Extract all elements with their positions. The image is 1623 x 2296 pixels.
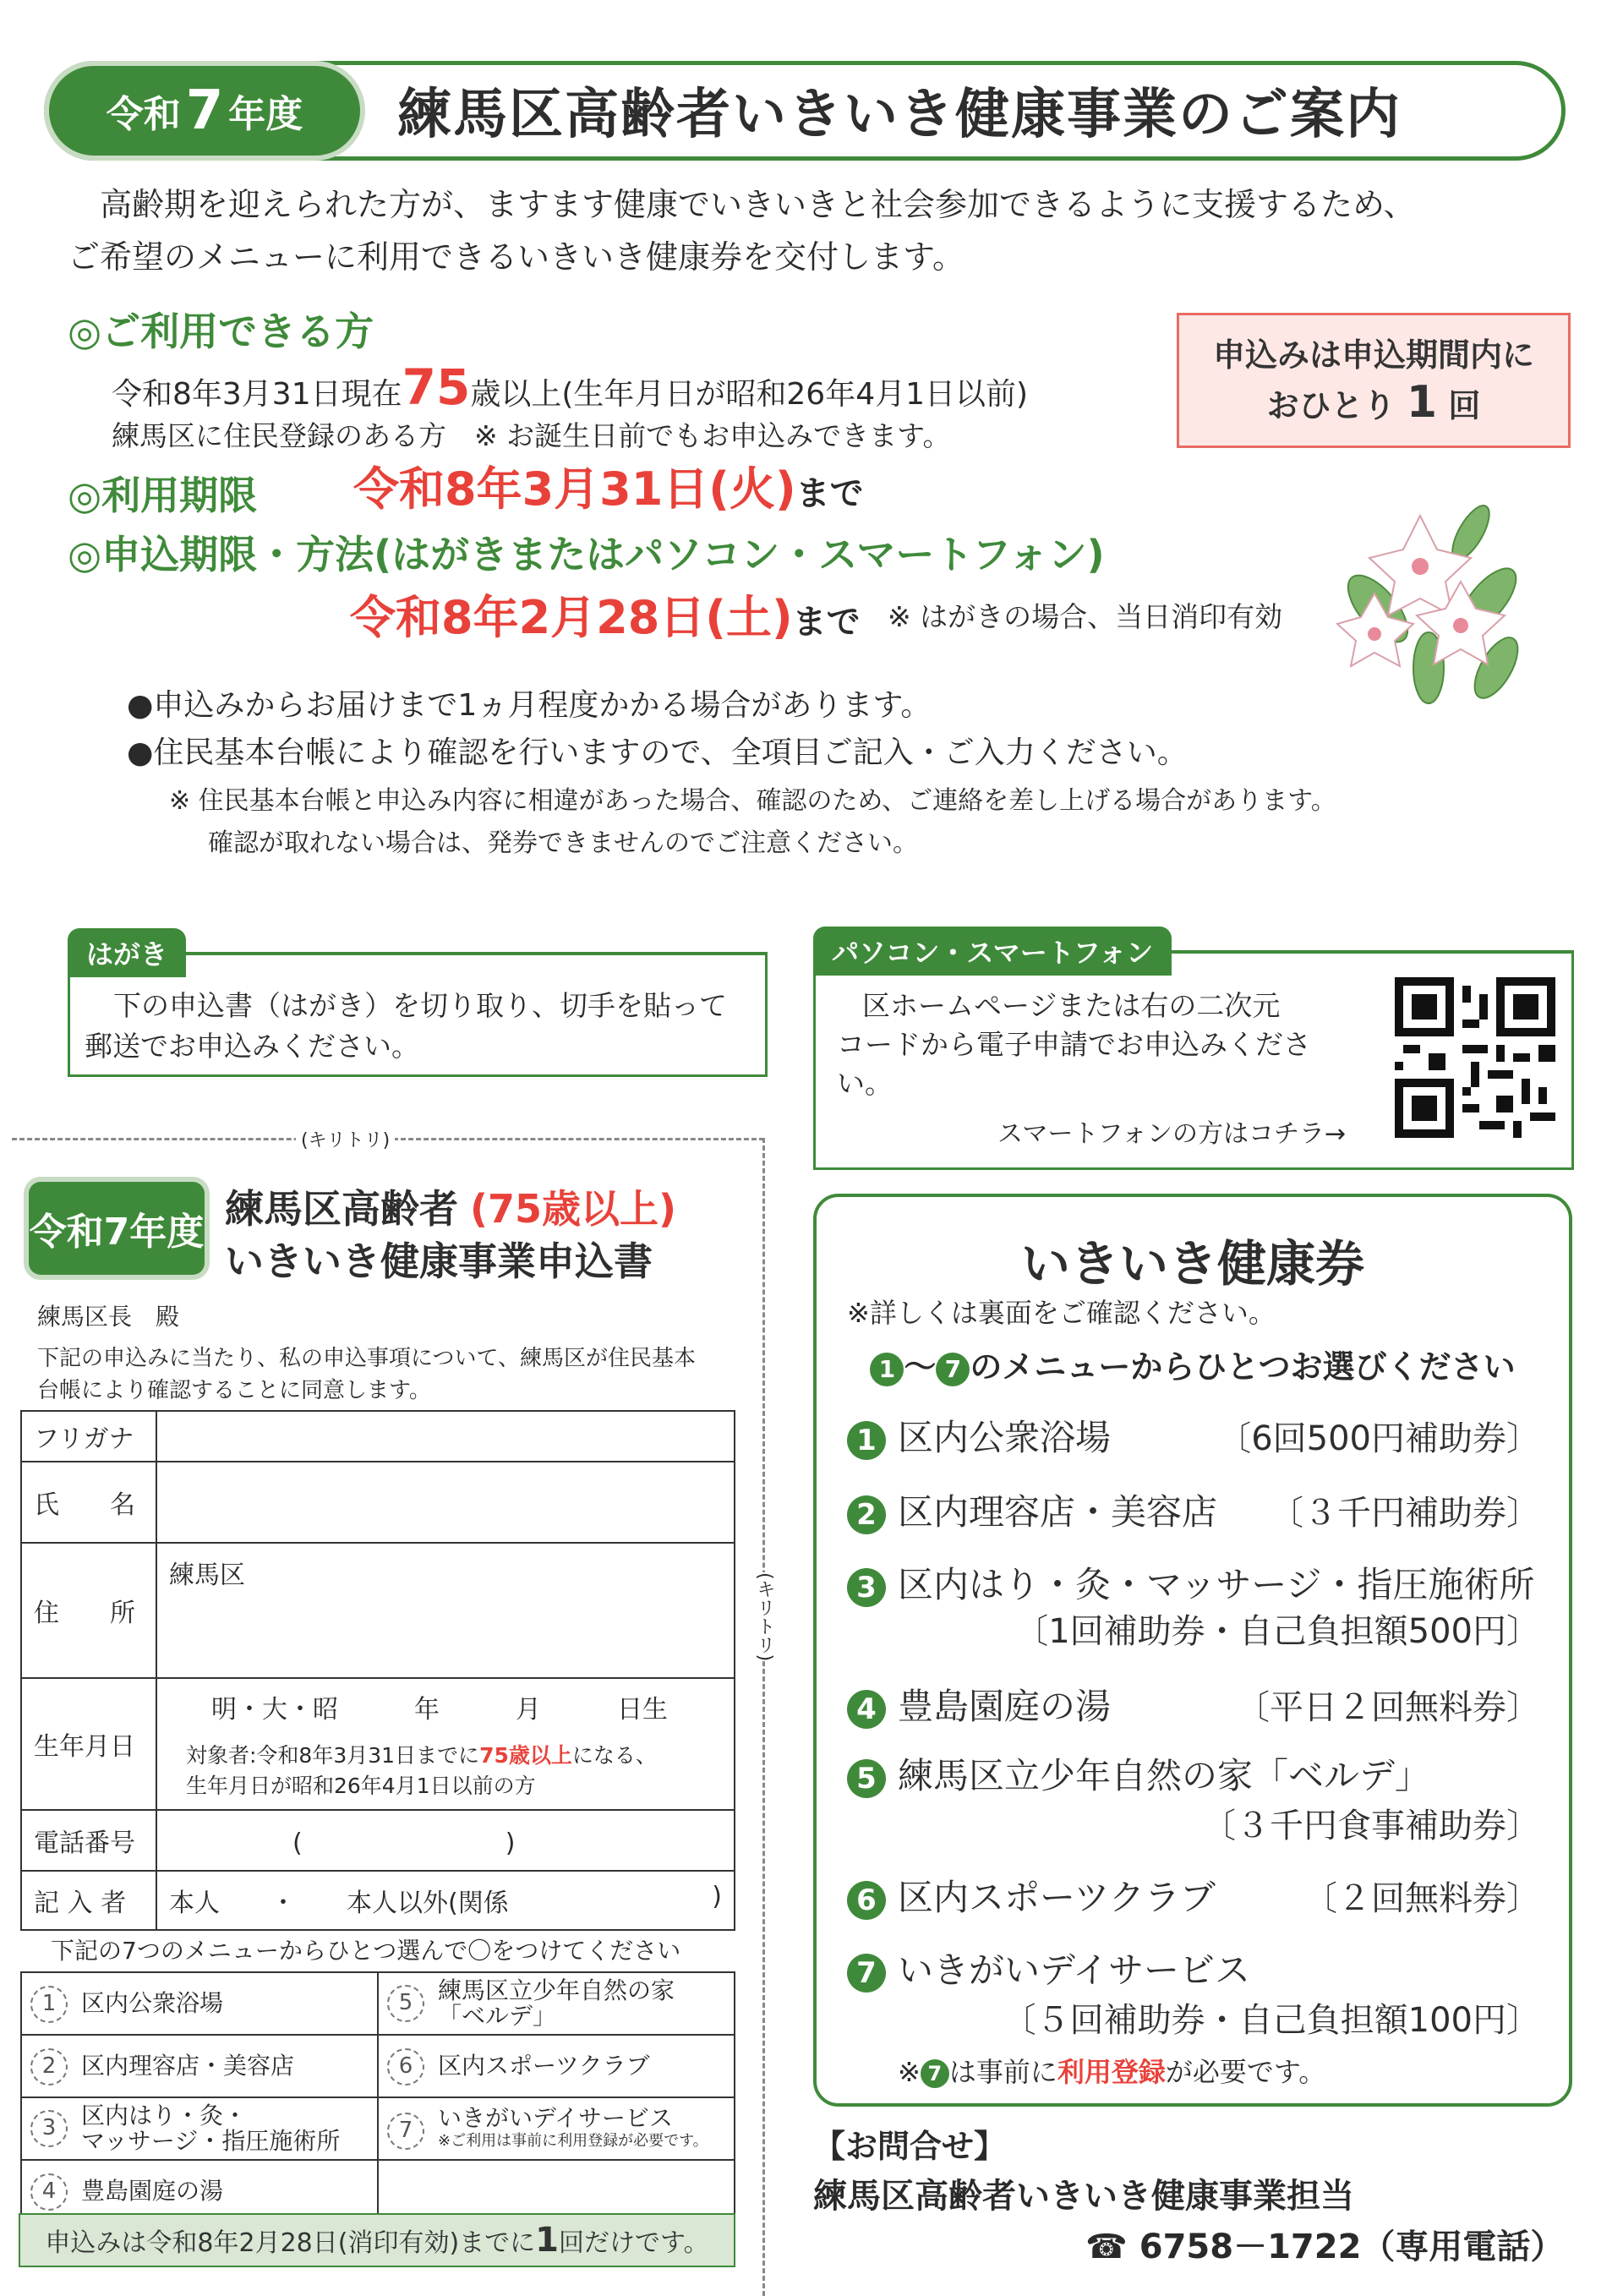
address-row [21,1543,735,1678]
note-sub-1: ※ 住民基本台帳と申込み内容に相違があった場合、確認のため、ご連絡を差し上げる場合があります。 [169,786,1336,816]
ticket-name-1: 区内公衆浴場 [898,1417,1112,1458]
form-deadline-text: 申込みは令和8年2月28日(消印有効)までに [45,2228,536,2258]
menu-option-7[interactable] [378,2097,735,2160]
menu-label-3: 区内はり・灸・ マッサージ・指圧施術所 [81,2102,341,2155]
online-line-3: い。 [837,1067,893,1100]
menu-number-5[interactable]: 5 [387,1985,424,2022]
menu-label-5: 練馬区立少年自然の家 「ベルデ」 [438,1976,675,2030]
birthdate-note-text: 対象者:令和8年3月31日までに [186,1743,480,1768]
cut-label-side: (キリトリ) [751,1572,778,1661]
footnote-number: 7 [921,2059,949,2088]
footnote-registration: 利用登録 [1057,2056,1166,2088]
form-title-line-1 [225,1178,676,1234]
furigana-label: フリガナ [21,1411,156,1462]
once-box-line-2 [1267,379,1481,429]
eligibility-birth-condition: 歳以上(生年月日が昭和26年4月1日以前) [470,377,1029,412]
furigana-row [21,1411,735,1462]
once-per-person-notice [1177,313,1571,448]
usage-period-suffix: まで [795,474,864,513]
menu-label-6: 区内スポーツクラブ [438,2051,650,2080]
postcard-line-2: 郵送でお申込みください。 [85,1030,419,1063]
menu-instruction: 下記の7つのメニューからひとつ選んで〇をつけてください [51,1937,681,1965]
apply-heading: ◎申込期限・方法(はがきまたはパソコン・スマートフォン) [68,532,1105,577]
menu-option-1[interactable] [21,1972,378,2035]
once-box-line-1: 申込みは申込期間内に [1212,336,1534,374]
writer-options[interactable]: 本人 ・ 本人以外(関係 [169,1889,509,1918]
ticket-name-5: 練馬区立少年自然の家「ベルデ」 [898,1755,1431,1796]
choose-from-number: 1 [870,1353,904,1386]
note-sub-2: 確認が取れない場合は、発券できませんのでご注意ください。 [208,828,918,858]
menu-number-4[interactable]: 4 [30,2173,68,2211]
online-line-2: コードから電子申請でお申込みくださ [837,1028,1311,1061]
form-addressee: 練馬区長 殿 [37,1303,180,1331]
name-row [21,1462,735,1543]
health-ticket-panel [813,1194,1572,2107]
badge-year: 7 [185,79,224,142]
usage-period-date: 令和8年3月31日(火) [353,462,796,516]
footnote-mark: ※ [898,2056,921,2088]
menu-number-3[interactable]: 3 [30,2110,68,2147]
menu-option-5[interactable] [378,1972,735,2035]
badge-suffix: 年度 [228,93,303,136]
postcard-tab: はがき [68,928,186,977]
usage-period-value [353,453,864,518]
writer-row [21,1871,735,1930]
form-deadline-bar [19,2213,735,2267]
form-year-badge: 令和7年度 [29,1182,205,1275]
address-field[interactable] [156,1543,735,1678]
form-title-main: 練馬区高齢者 [225,1186,458,1232]
birthdate-note-tail: になる、 [571,1743,657,1768]
furigana-field[interactable] [156,1411,735,1462]
azalea-flower-illustration [1319,490,1538,710]
ticket-num-4: 4 [847,1690,886,1729]
menu-option-6[interactable] [378,2035,735,2097]
birthdate-row [21,1678,735,1810]
menu-number-1[interactable]: 1 [30,1986,68,2023]
name-field[interactable] [156,1462,735,1543]
ticket-item-5 [847,1748,1430,1799]
intro-line-1: 高齢期を迎えられた方が、ますます健康でいきいきと社会参加できるように支援するため、 [100,186,1416,223]
birthdate-note-2: 生年月日が昭和26年4月1日以前の方 [186,1774,536,1798]
ticket-name-7: いきがいデイサービス [898,1949,1251,1991]
fiscal-year-badge [44,61,365,161]
menu-number-6[interactable]: 6 [387,2048,424,2086]
menu-label-4: 豊島園庭の湯 [81,2176,224,2205]
menu-option-3[interactable] [21,2097,378,2160]
apply-deadline [350,582,861,647]
phone-label: 電話番号 [21,1810,156,1871]
ticket-num-6: 6 [847,1881,886,1920]
menu-number-7[interactable]: 7 [387,2113,424,2150]
ticket-item-4 [847,1679,1111,1730]
form-title-line-2: いきいき健康事業申込書 [225,1238,653,1284]
cut-line-vertical [762,1138,765,2296]
eligibility-date: 令和8年3月31日現在 [112,377,402,412]
application-form-table [20,1410,735,1931]
ticket-note: ※詳しくは裏面をご確認ください。 [847,1297,1276,1329]
ticket-benefit-6: 〔２回無料券〕 [1303,1879,1540,1918]
address-label: 住 所 [21,1543,156,1678]
ticket-choose-instruction: 1 ～ 7 のメニューからひとつお選びください [817,1341,1569,1387]
birthdate-field[interactable] [156,1678,735,1810]
ticket-benefit-1: 〔6回500円補助券〕 [1217,1419,1540,1458]
ticket-benefit-3: 〔1回補助券・自己負担額500円〕 [1014,1612,1540,1651]
ticket-item-2 [847,1484,1217,1535]
menu-choice-table [20,1971,735,2223]
writer-label: 記 入 者 [21,1871,156,1930]
eligibility-line-2: 練馬区に住民登録のある方 ※ お誕生日前でもお申込みできます。 [112,419,951,452]
eligibility-heading: ◎ご利用できる方 [68,309,374,354]
postmark-note: ※ はがきの場合、当日消印有効 [888,600,1283,633]
writer-field[interactable] [156,1871,735,1930]
ticket-benefit-2: 〔３千円補助券〕 [1270,1494,1540,1533]
contact-heading: 【お問合せ】 [813,2128,1007,2165]
once-box-text: おひとり [1266,387,1396,424]
ticket-title: いきいき健康券 [1020,1235,1364,1293]
ticket-num-2: 2 [847,1495,886,1534]
once-box-unit: 回 [1448,387,1481,424]
footnote-text: は事前に [948,2056,1057,2088]
ticket-benefit-4: 〔平日２回無料券〕 [1236,1688,1540,1727]
online-line-1: 区ホームページまたは右の二次元 [862,989,1281,1022]
eligibility-age: 75 [402,358,471,416]
birthdate-era-options: 明・大・昭 年 月 日生 [211,1695,668,1725]
footnote-tail: が必要です。 [1165,2056,1326,2088]
page-title: 練馬区高齢者いきいき健康事業のご案内 [397,84,1402,146]
menu-note-7: ※ご利用は事前に利用登録が必要です。 [438,2132,708,2150]
birthdate-label: 生年月日 [21,1678,156,1810]
badge-era: 令和 [106,93,181,136]
choose-text: のメニューからひとつお選びください [970,1348,1516,1386]
form-deadline-tail: 回だけです。 [559,2228,709,2258]
intro-line-2: ご希望のメニューに利用できるいきいき健康券を交付します。 [68,238,965,276]
menu-label-1: 区内公衆浴場 [81,1988,224,2017]
eligibility-line-1 [112,358,1028,416]
ticket-item-7 [847,1943,1250,1993]
online-tab: パソコン・スマートフォン [813,927,1172,976]
writer-close-paren: ) [712,1882,722,1911]
contact-department: 練馬区高齢者いきいき健康事業担当 [813,2177,1354,2216]
ticket-benefit-5: 〔３千円食事補助券〕 [1202,1807,1540,1845]
menu-option-2[interactable] [21,2035,378,2097]
ticket-item-1 [847,1410,1111,1461]
menu-number-2[interactable]: 2 [30,2048,68,2086]
smartphone-link[interactable]: スマートフォンの方はコチラ→ [997,1119,1347,1149]
name-label: 氏 名 [21,1462,156,1543]
ticket-name-6: 区内スポーツクラブ [898,1877,1216,1918]
menu-label-7: いきがいデイサービス [438,2104,674,2132]
ticket-num-7: 7 [847,1954,886,1993]
ticket-item-6 [847,1870,1216,1921]
cut-label-top: (キリトリ) [296,1126,395,1152]
postcard-line-1: 下の申込書（はがき）を切り取り、切手を貼って [113,989,727,1022]
phone-row [21,1810,735,1871]
note-bullet-2: ●住民基本台帳により確認を行いますので、全項目ご記入・ご入力ください。 [127,735,1188,770]
ticket-num-3: 3 [847,1568,886,1607]
once-box-count: 1 [1406,377,1438,428]
form-title-age: (75歳以上) [470,1186,677,1232]
ticket-name-3: 区内はり・灸・マッサージ・指圧施術所 [898,1564,1535,1605]
phone-field[interactable]: ( ) [156,1810,735,1871]
ticket-benefit-7: 〔５回補助券・自己負担額100円〕 [1002,2001,1540,2040]
ticket-item-3 [847,1557,1534,1608]
choose-to-number: 7 [936,1353,970,1386]
qr-code-icon[interactable] [1395,977,1555,1138]
ticket-num-5: 5 [847,1759,886,1798]
ticket-name-2: 区内理容店・美容店 [898,1491,1218,1533]
note-bullet-1: ●申込みからお届けまで1ヵ月程度かかる場合があります。 [127,688,932,723]
address-prefill: 練馬区 [169,1561,245,1590]
birthdate-note-1 [169,1739,722,1769]
ticket-name-4: 豊島園庭の湯 [898,1686,1112,1727]
apply-deadline-date: 令和8年2月28日(土) [350,591,793,644]
usage-period-heading: ◎利用期限 [68,473,258,518]
apply-deadline-suffix: まで [792,603,861,642]
ticket-num-1: 1 [847,1421,886,1460]
form-consent-1: 下記の申込みに当たり、私の申込事項について、練馬区が住民基本 [37,1346,696,1371]
form-consent-2: 台帳により確認することに同意します。 [37,1378,431,1403]
ticket-footnote [898,2051,1325,2090]
birthdate-note-age: 75歳以上 [479,1743,572,1768]
menu-label-2: 区内理容店・美容店 [81,2051,295,2080]
contact-phone[interactable]: ☎ 6758－1722（専用電話） [1085,2228,1565,2266]
form-deadline-count: 1 [535,2221,559,2260]
